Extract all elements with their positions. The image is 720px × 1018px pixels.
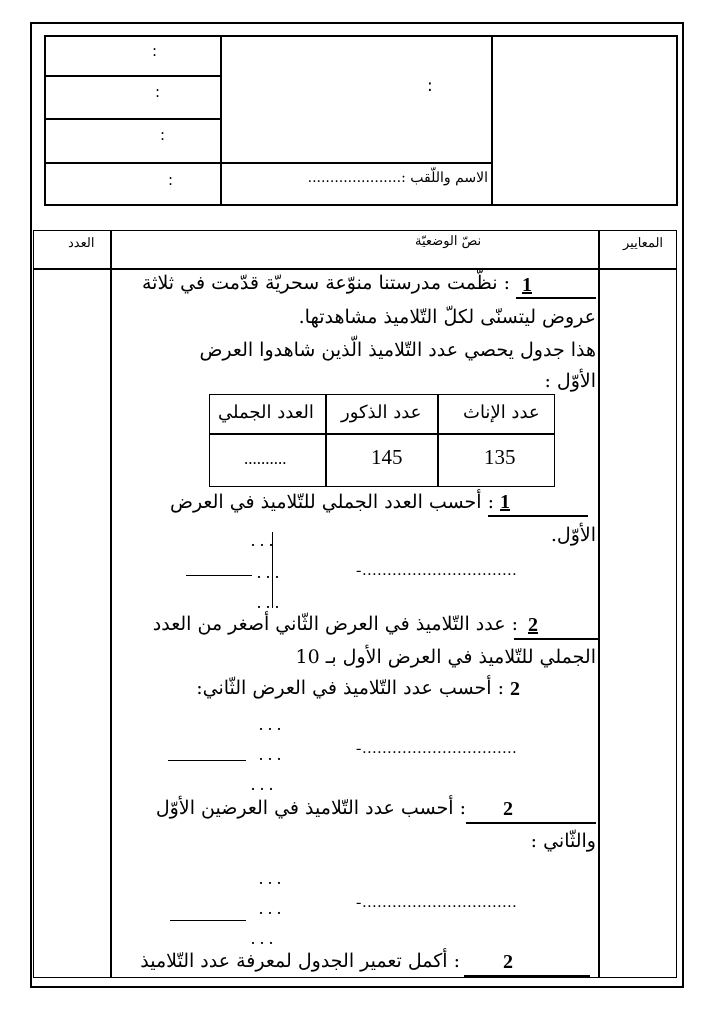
q3-underline [466,822,596,824]
q1-dots-mid: . . . [256,562,280,582]
intro-number: 1 [522,274,532,296]
col-text: نصّ الوضعيّة [415,234,482,249]
table-header-line [34,268,676,270]
q3-line-1: : أحسب عدد التّلاميذ في العرضين الأوّل [155,797,466,819]
table-divider-left [110,231,112,977]
intro-underline [516,297,596,299]
q2-number: 2 [528,614,538,636]
q1-dots-bot: . . . [256,592,280,612]
data-table-col-2 [437,395,439,486]
q1-answer-dots: -............................... [356,562,518,579]
q3-dots-bot: . . . [250,928,274,948]
col-criteria: المعايير [623,236,664,251]
data-table-header-girls: عدد الإناث [463,402,540,423]
q2-sub-text: : أحسب عدد التّلاميذ في العرض الثّاني: [196,677,504,699]
header-colon-3: : [160,126,166,144]
q2-dots-mid: . . . [258,744,282,764]
q4-underline [464,975,590,977]
q2-line-2: الجملي للتّلاميذ في العرض الأول بـ 10 [295,646,596,668]
q3-dots-top: . . . [258,868,282,888]
header-colon-center: : [427,76,433,96]
table-divider-right [598,231,600,977]
q1-line-2: الأوّل. [550,524,596,546]
q2-line-1: : عدد التّلاميذ في العرض الثّاني أصغر من العدد [152,613,518,635]
intro-line-2: عروض ليتسنّى لكلّ التّلاميذ مشاهدتها. [298,306,596,328]
data-table-value-boys: 145 [371,445,403,469]
header-divider-right [491,36,493,205]
header-divider-left [220,36,222,205]
data-table-header-total: العدد الجملي [218,402,314,423]
header-colon-2: : [155,83,161,101]
col-score: العدد [68,236,95,251]
header-row-line-3 [45,162,491,164]
q2-underline [514,638,598,640]
header-row-line-2 [45,118,221,120]
data-table-col-1 [325,395,327,486]
intro-line-1: : نظّمت مدرستنا منوّعة سحريّة قدّمت في ثلاثة [142,272,510,294]
q1-dots-top: . . . [250,530,274,550]
q2-answer-line [168,760,246,761]
q2-dots-bot: . . . [250,774,274,794]
data-table-header-boys: عدد الذكور [341,402,422,423]
data-table-value-total: .......... [244,449,287,468]
data-table-row-line [210,433,554,435]
q2-answer-dots: -............................... [356,740,518,757]
intro-line-4: الأوّل : [544,370,596,392]
q1-underline [488,515,588,517]
q2-dots-top: . . . [258,714,282,734]
q3-answer-line [170,920,246,921]
header-colon-4: : [168,171,174,189]
q1-line-1: : أحسب العدد الجملي للتّلاميذ في العرض [169,491,494,513]
q4-line-1: : أكمل تعمير الجدول لمعرفة عدد التّلاميذ [140,950,460,972]
q3-answer-dots: -............................... [356,894,518,911]
q3-dots-mid: . . . [258,898,282,918]
q1-answer-line [186,575,252,576]
header-row-line-1 [45,75,221,77]
q4-number: 2 [503,951,513,973]
header-colon-1: : [152,42,158,60]
q3-number: 2 [503,798,513,820]
name-label: الاسم واللّقب :..................... [307,170,488,186]
q1-number: 1 [500,491,510,513]
intro-line-3: هذا جدول يحصي عدد التّلاميذ الّذين شاهدوا العرض [199,339,596,361]
data-table-value-girls: 135 [484,445,516,469]
q3-line-2: والثّاني : [530,830,596,852]
q2-sub-number: 2 [510,678,520,700]
